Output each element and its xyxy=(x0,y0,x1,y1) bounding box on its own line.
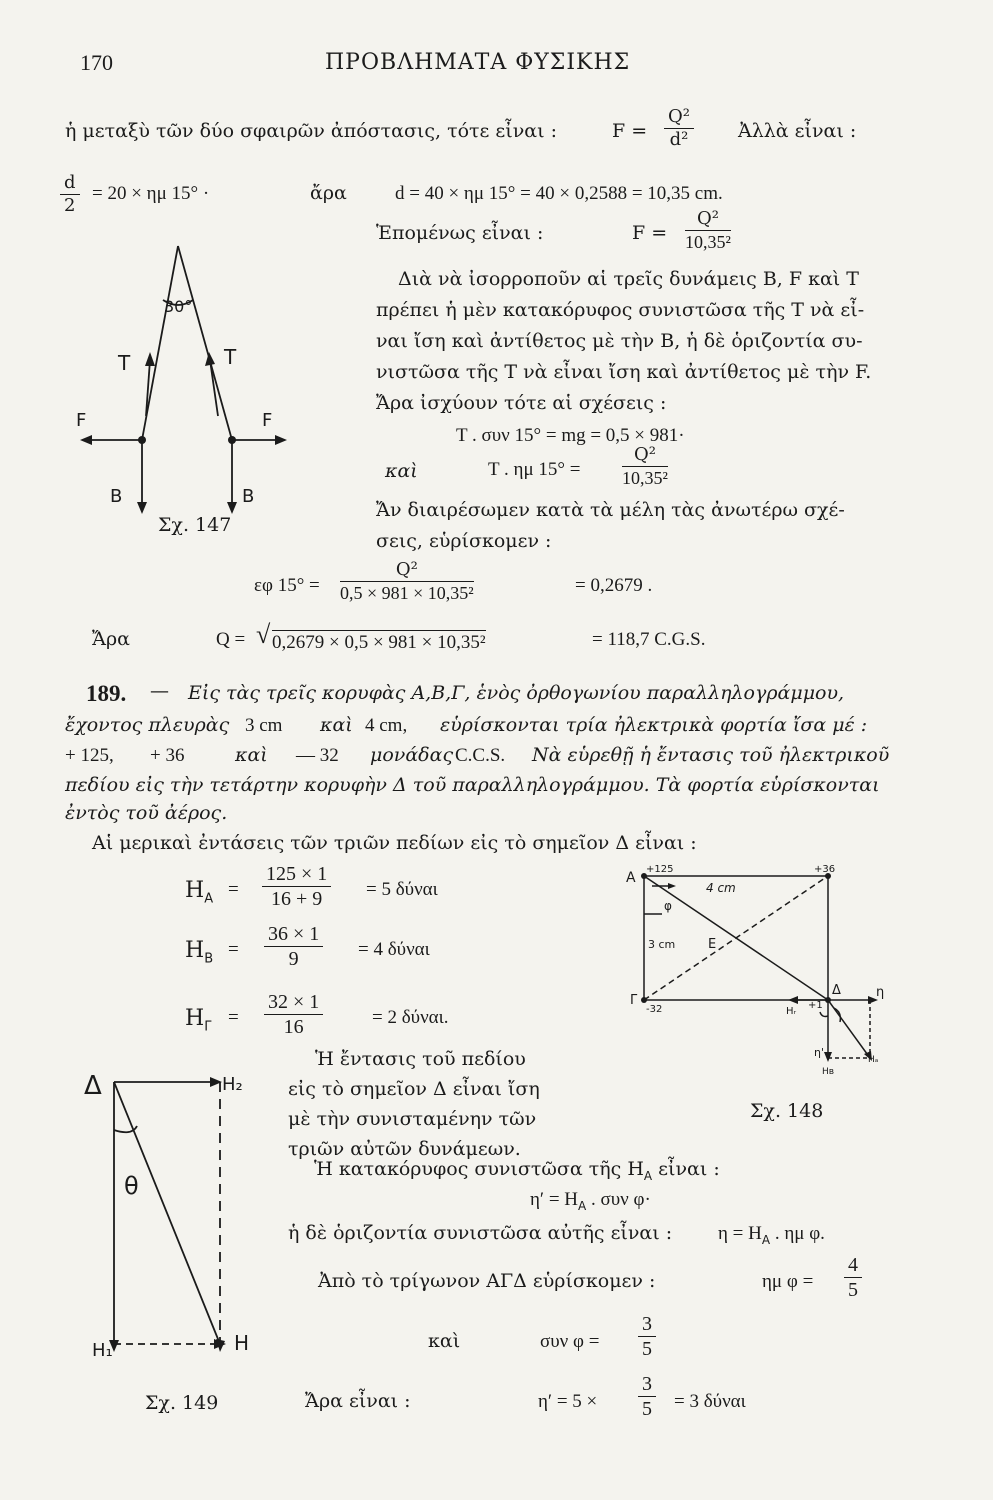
H-letter: H xyxy=(185,1006,205,1031)
figure-caption: Σχ. 149 xyxy=(145,1392,219,1414)
label-HB: Hв xyxy=(822,1067,835,1077)
formula-part: η = H xyxy=(718,1223,762,1244)
problem-line: ἔχοντος πλευρὰς xyxy=(65,714,230,736)
label-q125: +125 xyxy=(646,864,674,875)
denominator: 10,35² xyxy=(685,232,731,252)
equals: = xyxy=(228,1007,239,1028)
label-eta-prime: η' xyxy=(814,1046,824,1059)
numerator: Q² xyxy=(685,210,731,231)
H-subscript: A xyxy=(578,1198,587,1213)
formula: = 0,2679 . xyxy=(575,575,653,596)
numerator: 125 × 1 xyxy=(262,864,331,887)
numerator: Q² xyxy=(664,108,694,129)
formula: ημ φ = xyxy=(762,1271,814,1292)
label-H1: H₁ xyxy=(92,1340,113,1361)
formula: T . ημ 15° = xyxy=(488,459,581,480)
fraction-HG xyxy=(264,992,323,1037)
label-B-left: B xyxy=(110,486,123,507)
angle-label: 30° xyxy=(164,297,193,316)
label-H: H xyxy=(234,1331,250,1355)
formula: Q = xyxy=(216,629,246,650)
denominator: 10,35² xyxy=(622,468,668,488)
formula: = 118,7 C.G.S. xyxy=(592,629,706,650)
formula-d: d = 40 × ημ 15° = 40 × 0,2588 = 10,35 cm. xyxy=(395,183,723,204)
result: = 4 δύναι xyxy=(358,939,430,960)
H-letter: H xyxy=(185,878,205,903)
problem-line: καὶ xyxy=(320,714,353,736)
problem-value: + 125, xyxy=(65,745,114,766)
denominator: 5 xyxy=(642,1338,652,1360)
solution-line: εἰς τὸ σημεῖον Δ εἶναι ἴση xyxy=(288,1078,540,1100)
formula: συν φ = xyxy=(540,1331,600,1352)
fraction-HA xyxy=(262,864,331,909)
symbol-H xyxy=(185,1008,211,1033)
fraction-3-5 xyxy=(638,1374,656,1419)
solution-line: Ἡ ἔντασις τοῦ πεδίου xyxy=(315,1048,526,1070)
text-alla: Ἀλλὰ εἶναι : xyxy=(738,120,857,142)
text-kai: καὶ xyxy=(428,1330,461,1352)
solution-line: Ἀπὸ τὸ τρίγωνον ΑΓΔ εὑρίσκομεν : xyxy=(318,1270,656,1292)
problem-line: καὶ xyxy=(235,744,268,766)
label-one: +1 xyxy=(808,1000,823,1011)
denominator: 5 xyxy=(848,1279,858,1301)
numerator: 3 xyxy=(638,1314,656,1337)
text-ara: ἄρα xyxy=(310,182,347,204)
denominator: 9 xyxy=(288,948,299,970)
fraction-d-2 xyxy=(60,174,80,215)
label-T-right: T xyxy=(224,345,237,369)
solution-line: τριῶν αὐτῶν δυνάμεων. xyxy=(288,1138,521,1160)
problem-value: + 36 xyxy=(150,745,185,766)
label-G: Γ xyxy=(630,993,638,1008)
denominator: 16 + 9 xyxy=(271,888,323,910)
H-subscript: A xyxy=(761,1232,771,1247)
denominator: 5 xyxy=(642,1398,652,1420)
paragraph-line: Διὰ νὰ ἰσορροποῦν αἱ τρεῖς δυνάμεις Β, F καὶ Τ xyxy=(398,268,859,290)
problem-line: ἐντὸς τοῦ ἀέρος. xyxy=(65,802,228,824)
label-HA: Hₐ xyxy=(868,1055,879,1065)
H-subscript: Γ xyxy=(204,1019,212,1035)
solution-line: Ἄρα εἶναι : xyxy=(305,1390,411,1412)
formula: η′ = 5 × xyxy=(538,1391,598,1412)
label-side4: 4 cm xyxy=(706,881,736,895)
fraction-ef xyxy=(340,561,474,602)
figure-caption: Σχ. 147 xyxy=(158,514,232,536)
result: = 3 δύναι xyxy=(674,1391,746,1412)
solution-line: μὲ τὴν συνισταμένην τῶν xyxy=(288,1108,537,1130)
text-line: ἡ μεταξὺ τῶν δύο σφαιρῶν ἀπόστασις, τότε εἶναι : xyxy=(65,120,557,142)
H-subscript: A xyxy=(643,1168,653,1183)
problem-line: Εἰς τὰς τρεῖς κορυφὰς Α,Β,Γ, ἑνὸς ὀρθογωνίου παραλληλογράμμου, xyxy=(188,682,845,704)
problem-value: — 32 xyxy=(296,745,339,766)
problem-line: πεδίου εἰς τὴν τετάρτην κορυφὴν Δ τοῦ παραλληλογράμμου. Τὰ φορτία εὑρίσκονται xyxy=(65,774,880,796)
formula-part: . ημ φ. xyxy=(774,1223,825,1244)
paragraph-line: νιστῶσα τῆς Τ νὰ εἶναι ἴση καὶ ἀντίθετος μὲ τὴν F. xyxy=(376,361,872,383)
text: Ἡ κατακόρυφος συνιστῶσα τῆς xyxy=(314,1158,622,1180)
H-subscript: B xyxy=(204,951,214,967)
formula-radicand: 0,2679 × 0,5 × 981 × 10,35² xyxy=(272,632,486,653)
problem-line: εὑρίσκονται τρία ἠλεκτρικὰ φορτία ἴσα μέ : xyxy=(440,714,868,736)
result: = 2 δύναι. xyxy=(372,1007,449,1028)
label-side3: 3 cm xyxy=(648,938,676,951)
formula-part: η′ = H xyxy=(530,1189,579,1210)
result: = 5 δύναι xyxy=(366,879,438,900)
fraction-3-5 xyxy=(638,1314,656,1359)
label-F-left: F xyxy=(76,410,87,431)
formula: εφ 15° = xyxy=(254,575,320,596)
solution-line: Αἱ μερικαὶ ἐντάσεις τῶν τριῶν πεδίων εἰς τὸ σημεῖον Δ εἶναι : xyxy=(92,832,697,854)
label-HG: Hᵣ xyxy=(786,1006,797,1017)
page-number: 170 xyxy=(80,50,113,75)
formula-F: F = xyxy=(612,120,648,142)
fraction-HB xyxy=(264,924,323,969)
numerator: 36 × 1 xyxy=(264,924,323,947)
text-kai: καὶ xyxy=(385,460,418,482)
numerator: Q² xyxy=(340,561,474,582)
formula xyxy=(530,1190,651,1212)
label-theta: θ xyxy=(124,1172,139,1200)
H-subscript: A xyxy=(204,891,214,907)
problem-dash: — xyxy=(150,680,169,702)
fraction-q2-1035 xyxy=(685,210,731,251)
numerator: Q² xyxy=(622,446,668,467)
problem-value: 4 cm, xyxy=(365,715,408,736)
label-F-right: F xyxy=(262,410,273,431)
text-epomenos: Ἑπομένως εἶναι : xyxy=(376,222,544,244)
label-q36: +36 xyxy=(814,864,836,875)
figure-caption: Σχ. 148 xyxy=(750,1100,824,1122)
denominator: 0,5 × 981 × 10,35² xyxy=(340,583,474,603)
numerator: 3 xyxy=(638,1374,656,1397)
symbol-H xyxy=(185,940,213,965)
formula: = 20 × ημ 15° · xyxy=(92,183,210,204)
numerator: 32 × 1 xyxy=(264,992,323,1015)
problem-number: 189. xyxy=(86,681,127,706)
label-B-right: B xyxy=(242,486,255,507)
problem-value: C.C.S. xyxy=(455,745,506,766)
label-A: A xyxy=(626,870,636,886)
equals: = xyxy=(228,879,239,900)
numerator: d xyxy=(60,174,80,195)
H-letter: H xyxy=(185,938,205,963)
label-H2: H₂ xyxy=(222,1074,243,1095)
symbol-H xyxy=(185,880,213,905)
label-E: E xyxy=(708,937,717,952)
paragraph-line: Ἄρα ἰσχύουν τότε αἱ σχέσεις : xyxy=(376,392,667,414)
text: εἶναι : xyxy=(658,1158,720,1180)
numerator: 4 xyxy=(844,1255,862,1278)
denominator: d² xyxy=(669,129,689,150)
problem-line: Νὰ εὑρεθῇ ἡ ἔντασις τοῦ ἠλεκτρικοῦ xyxy=(532,744,890,766)
figure-148 xyxy=(622,862,892,1092)
denominator: 16 xyxy=(283,1016,304,1038)
formula xyxy=(718,1224,825,1246)
paragraph-line: Ἄν διαιρέσωμεν κατὰ τὰ μέλη τὰς ἀνωτέρω σχέ- xyxy=(376,499,845,521)
label-eta: η xyxy=(876,985,885,1000)
problem-value: 3 cm xyxy=(245,715,283,736)
denominator: 2 xyxy=(64,195,76,216)
H-letter: H xyxy=(627,1158,644,1180)
paragraph-line: πρέπει ἡ μὲν κατακόρυφος συνιστῶσα τῆς Τ νὰ εἶ- xyxy=(376,299,865,321)
label-D: Δ xyxy=(832,983,841,998)
paragraph-line: ναι ἴση καὶ ἀντίθετος μὲ τὴν Β, ἡ δὲ ὁριζοντία συ- xyxy=(376,330,863,352)
problem-line: μονάδας xyxy=(370,744,454,766)
figure-149 xyxy=(80,1060,270,1360)
label-T-left: T xyxy=(118,351,131,375)
label-q32: -32 xyxy=(646,1004,663,1015)
sqrt-sign: √ xyxy=(256,620,271,649)
equals: = xyxy=(228,939,239,960)
solution-line xyxy=(314,1160,720,1182)
fraction-4-5 xyxy=(844,1255,862,1300)
page-title: ΠΡΟΒΛΗΜΑΤΑ ΦΥΣΙΚΗΣ xyxy=(325,50,631,75)
label-phi: φ xyxy=(664,899,672,913)
paragraph-line: σεις, εὑρίσκομεν : xyxy=(376,530,552,552)
formula-part: . συν φ· xyxy=(591,1189,651,1210)
label-D: Δ xyxy=(84,1071,102,1101)
solution-line: ἡ δὲ ὁριζοντία συνιστῶσα αὐτῆς εἶναι : xyxy=(288,1222,673,1244)
fraction-q2-d2 xyxy=(664,108,694,149)
formula-F2: F = xyxy=(632,222,668,244)
formula: T . συν 15° = mg = 0,5 × 981· xyxy=(456,425,685,446)
text-ara: Ἄρα xyxy=(92,628,130,650)
fraction-q2-1035 xyxy=(622,446,668,487)
